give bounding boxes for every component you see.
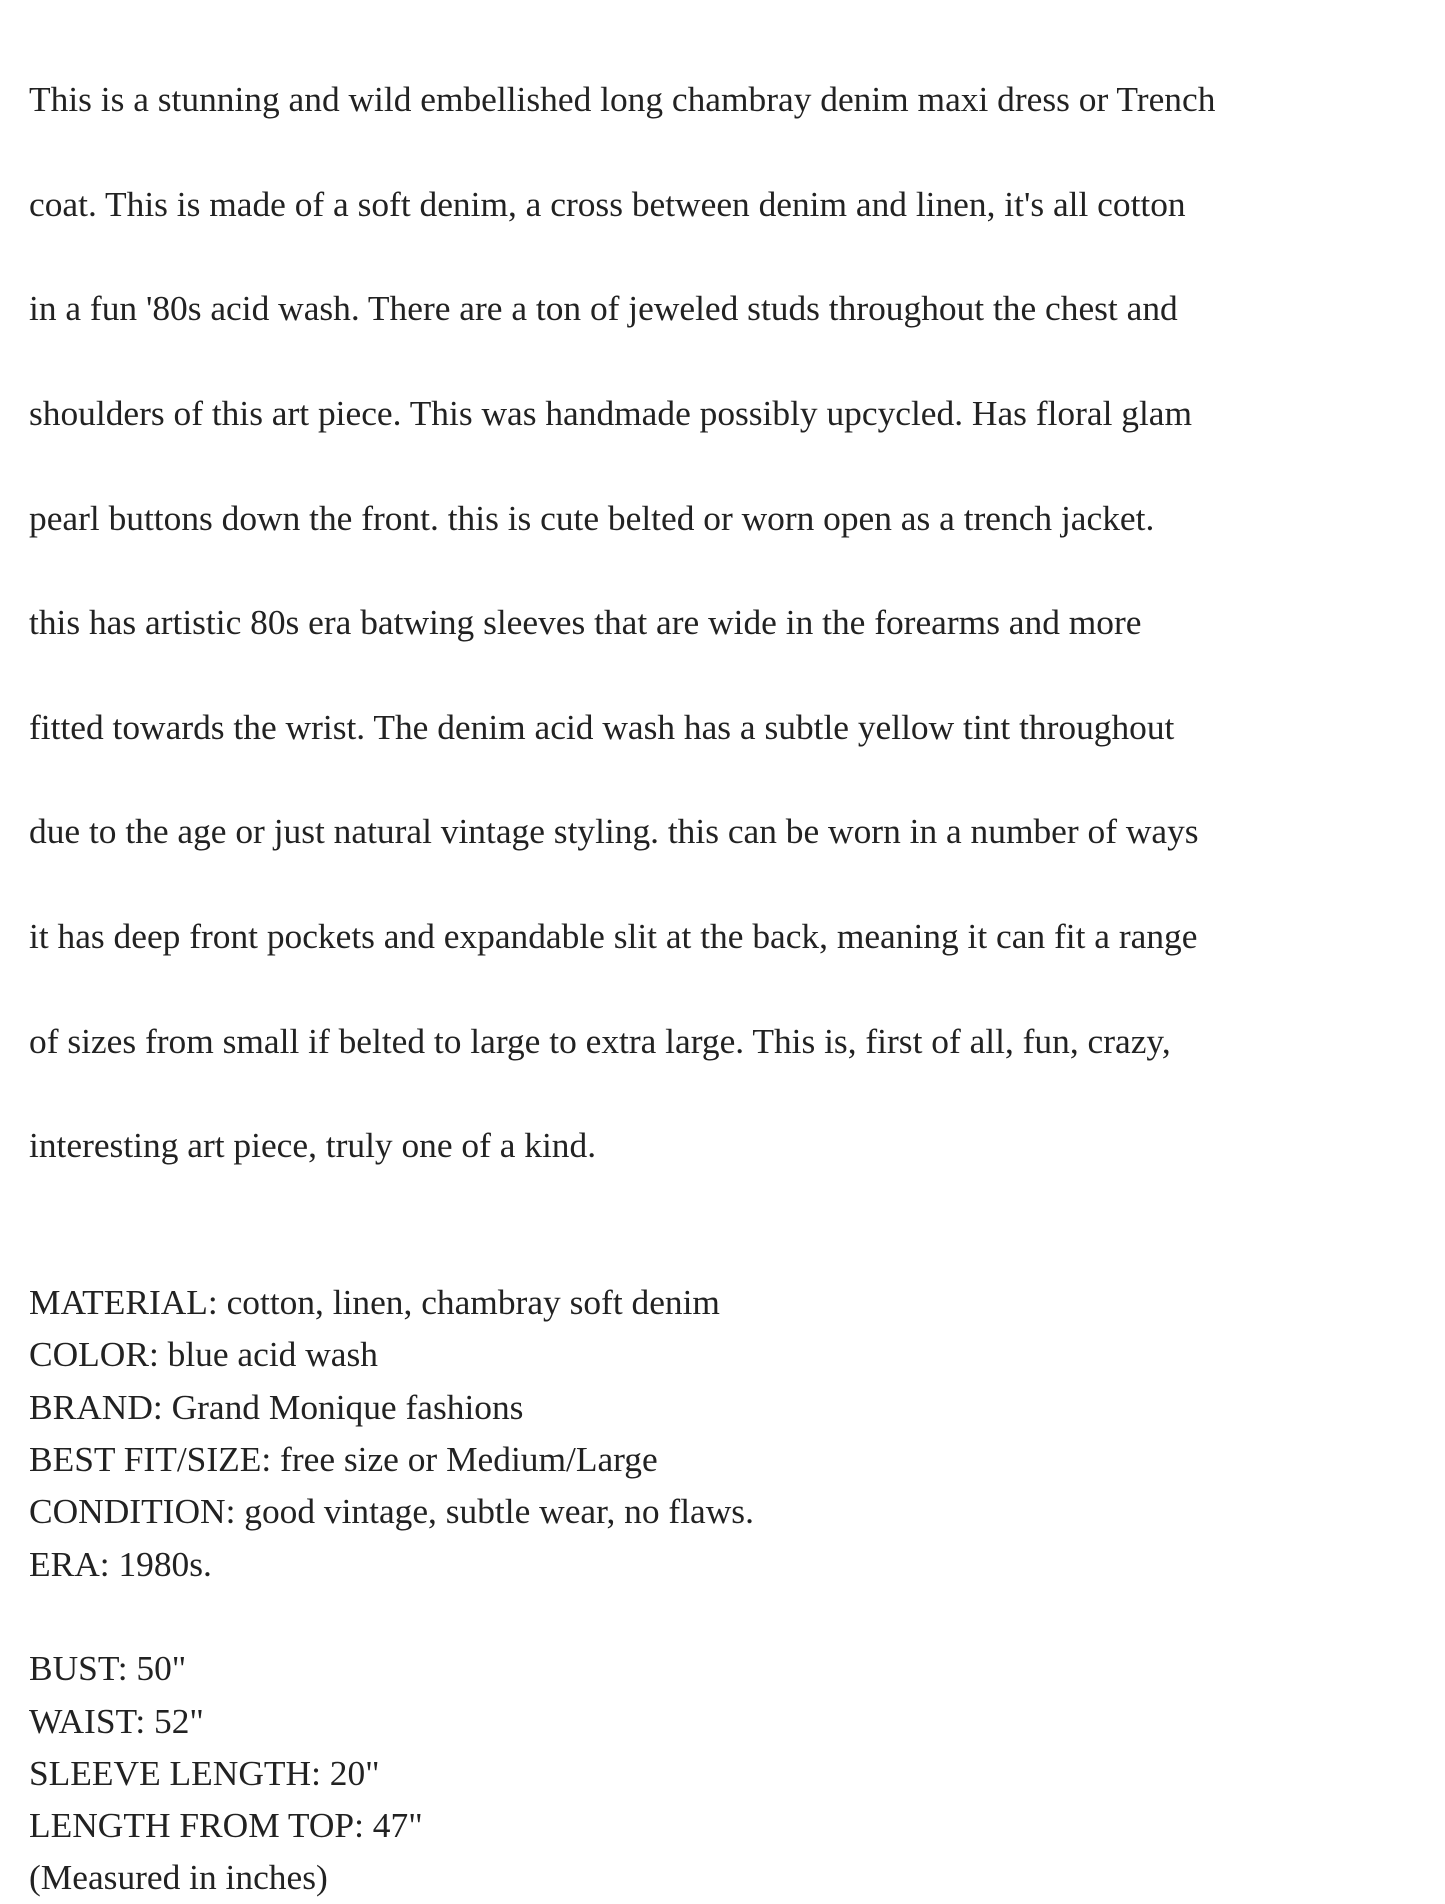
description-line: this has artistic 80s era batwing sleeves that are wide in the forearms and more	[29, 602, 1142, 643]
description-line: fitted towards the wrist. The denim acid wash has a subtle yellow tint throughout	[29, 706, 1175, 747]
paragraph-gap	[29, 1224, 1429, 1276]
spec-color: COLOR: blue acid wash	[29, 1334, 378, 1375]
spec-list	[29, 1276, 1429, 1590]
description-line: shoulders of this art piece. This was handmade possibly upcycled. Has floral glam	[29, 393, 1193, 434]
measurement-waist: WAIST: 52"	[29, 1700, 204, 1741]
spec-brand: BRAND: Grand Monique fashions	[29, 1386, 524, 1427]
description-line: interesting art piece, truly one of a kind.	[29, 1125, 597, 1166]
description-line: pearl buttons down the front. this is cute belted or worn open as a trench jacket.	[29, 497, 1155, 538]
description-line: due to the age or just natural vintage styling. this can be worn in a number of ways	[29, 811, 1199, 852]
measurement-bust: BUST: 50"	[29, 1648, 187, 1689]
description-line: of sizes from small if belted to large to extra large. This is, first of all, fun, crazy,	[29, 1020, 1171, 1061]
description-line: in a fun '80s acid wash. There are a ton of jeweled studs throughout the chest and	[29, 288, 1178, 329]
description-line: coat. This is made of a soft denim, a cross between denim and linen, it's all cotton	[29, 183, 1186, 224]
spec-material: MATERIAL: cotton, linen, chambray soft denim	[29, 1282, 720, 1323]
description-line: This is a stunning and wild embellished long chambray denim maxi dress or Trench	[29, 79, 1216, 120]
description-paragraph	[29, 21, 1429, 1224]
measurement-unit-note: (Measured in inches)	[29, 1857, 328, 1898]
paragraph-gap	[29, 1590, 1429, 1642]
measurement-sleeve-length: SLEEVE LENGTH: 20"	[29, 1752, 380, 1793]
spec-condition: CONDITION: good vintage, subtle wear, no flaws.	[29, 1491, 754, 1532]
description-line: it has deep front pockets and expandable slit at the back, meaning it can fit a range	[29, 916, 1198, 957]
measurement-length-from-top: LENGTH FROM TOP: 47"	[29, 1805, 423, 1846]
item-description-panel	[29, 21, 1429, 1904]
spec-best-fit-size: BEST FIT/SIZE: free size or Medium/Large	[29, 1439, 658, 1480]
spec-era: ERA: 1980s.	[29, 1543, 212, 1584]
measurement-list	[29, 1642, 1429, 1851]
